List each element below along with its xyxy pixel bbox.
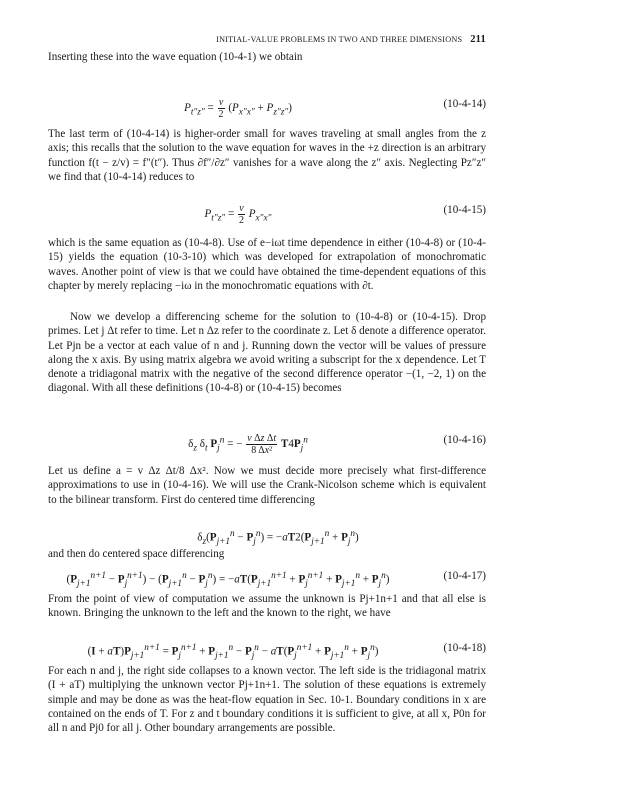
equation-10-4-16 (48, 433, 486, 456)
paragraph-5-block (48, 464, 486, 507)
paragraph-8-block (48, 664, 486, 735)
equation-10-4-15-body: $P_{t''z''}$ = $\frac{v}{2}$ $P_{x''x''}$ (204, 203, 272, 226)
page-number: 211 (470, 34, 486, 45)
equation-10-4-15 (48, 203, 486, 226)
paragraph-3: which is the same equation as (10-4-8). Use of e−iωt time dependence in either (10-4-8) or (10-4-15) yields the equation (10-3-10) which was developed for extrapolation of monochromatic waves. Another point of view is that we could have obtained the time-dependent equations of this chapter by merely replacing −iω in the monochromatic equations with ∂t. (48, 237, 486, 292)
paragraph-6-block (48, 547, 486, 561)
equation-10-4-18 (48, 641, 486, 661)
equation-10-4-17-label: (10-4-17) (443, 570, 486, 582)
running-header (0, 33, 486, 47)
paragraph-8: For each n and j, the right side collapses to a known vector. The left side is the tridiagonal matrix (I + aT) multiplying the unknown vector Pj+1n+1. The solution of these equations is extremely simple and may be done as was the heat-flow equation in Sec. 10-1. Boundary conditions in x are contained on the ends of T. For z and t boundary conditions it is sufficient to give, at all x, P0n for all n and Pj0 for all j. Other boundary arrangements are possible. (48, 665, 486, 735)
equation-10-4-18-body: $(I + aT)P_{j+1}^{n+1} = P_j^{n+1} + P_{j+1}^n - P_j^n - aT(P_j^{n+1} + P_{j+1}^n + P_j^n)$ (87, 643, 379, 661)
paragraph-1-block (48, 50, 486, 64)
equation-10-4-14-label: (10-4-14) (443, 98, 486, 110)
paragraph-5: Let us define a = v Δz Δt/8 Δx². Now we must decide more precisely what first-difference approximations to use in (10-4-16). We will use the Crank-Nicolson scheme which is equivalent to the bilinear transform. First do centered time differencing (48, 465, 486, 506)
equation-10-4-17 (48, 569, 486, 589)
equation-10-4-18-label: (10-4-18) (443, 642, 486, 654)
equation-10-4-14 (48, 97, 486, 120)
paragraph-4-block (48, 310, 486, 396)
paragraph-2: The last term of (10-4-14) is higher-order small for waves traveling at small angles from the z axis; this recalls that the solution to the wave equation for waves in the +z direction is an arbitrary function f(t − z/v) = f″(t″). Thus ∂f″/∂z″ vanishes for a wave along the z″ axis. Neglecting Pz″z″ we find that (10-4-14) reduces to (48, 128, 486, 183)
equation-10-4-16-body: $\delta_z$ $\delta_t$ $P_j^n$ = − $\frac{\text{v Δz Δt}}{\text{8 Δx²}}$ $T4P_j^n$ (188, 433, 308, 456)
paragraph-6: and then do centered space differencing (48, 548, 225, 560)
paragraph-1: Inserting these into the wave equation (10-4-1) we obtain (48, 51, 303, 63)
paragraph-7: From the point of view of computation we assume the unknown is Pj+1n+1 and that all else is known. Bringing the unknown to the left and the known to the right, we have (48, 593, 486, 620)
running-title: INITIAL-VALUE PROBLEMS IN TWO AND THREE DIMENSIONS (216, 35, 463, 44)
paragraph-3-block (48, 236, 486, 293)
paragraph-2-block (48, 127, 486, 184)
equation-10-4-17-body: $(P_{j+1}^{n+1} - P_j^{n+1}) - (P_{j+1}^n - P_j^n) = -aT(P_{j+1}^{n+1} + P_j^{n+1} + P_{j+1}^n + P_j^n)$ (66, 571, 390, 589)
paragraph-7-block (48, 592, 486, 621)
equation-10-4-15-label: (10-4-15) (443, 204, 486, 216)
equation-time-differencing (48, 527, 486, 547)
equation-10-4-14-body: $P_{t''z''}$ = $\frac{v}{2}$ $(P_{x''x''} + P_{z''z''})$ (184, 97, 292, 120)
equation-10-4-16-label: (10-4-16) (443, 434, 486, 446)
equation-time-differencing-body: $\delta_z(P_{j+1}^n - P_j^n) = -aT2(P_{j+1}^n + P_j^n)$ (197, 529, 359, 547)
paragraph-4: Now we develop a differencing scheme for the solution to (10-4-8) or (10-4-15). Drop primes. Let j Δt refer to time. Let n Δz refer to the coordinate z. Let δ denote a difference operator. Let Pjn be a vector at each value of n and j. Running down the vector will be values of pressure along the x axis. By using matrix algebra we avoid writing a subscript for the x dependence. Let T denote a tridiagonal matrix with the negative of the second difference operator −(1, −2, 1) on the diagonal. With all these definitions (10-4-8) or (10-4-15) becomes (48, 311, 486, 395)
